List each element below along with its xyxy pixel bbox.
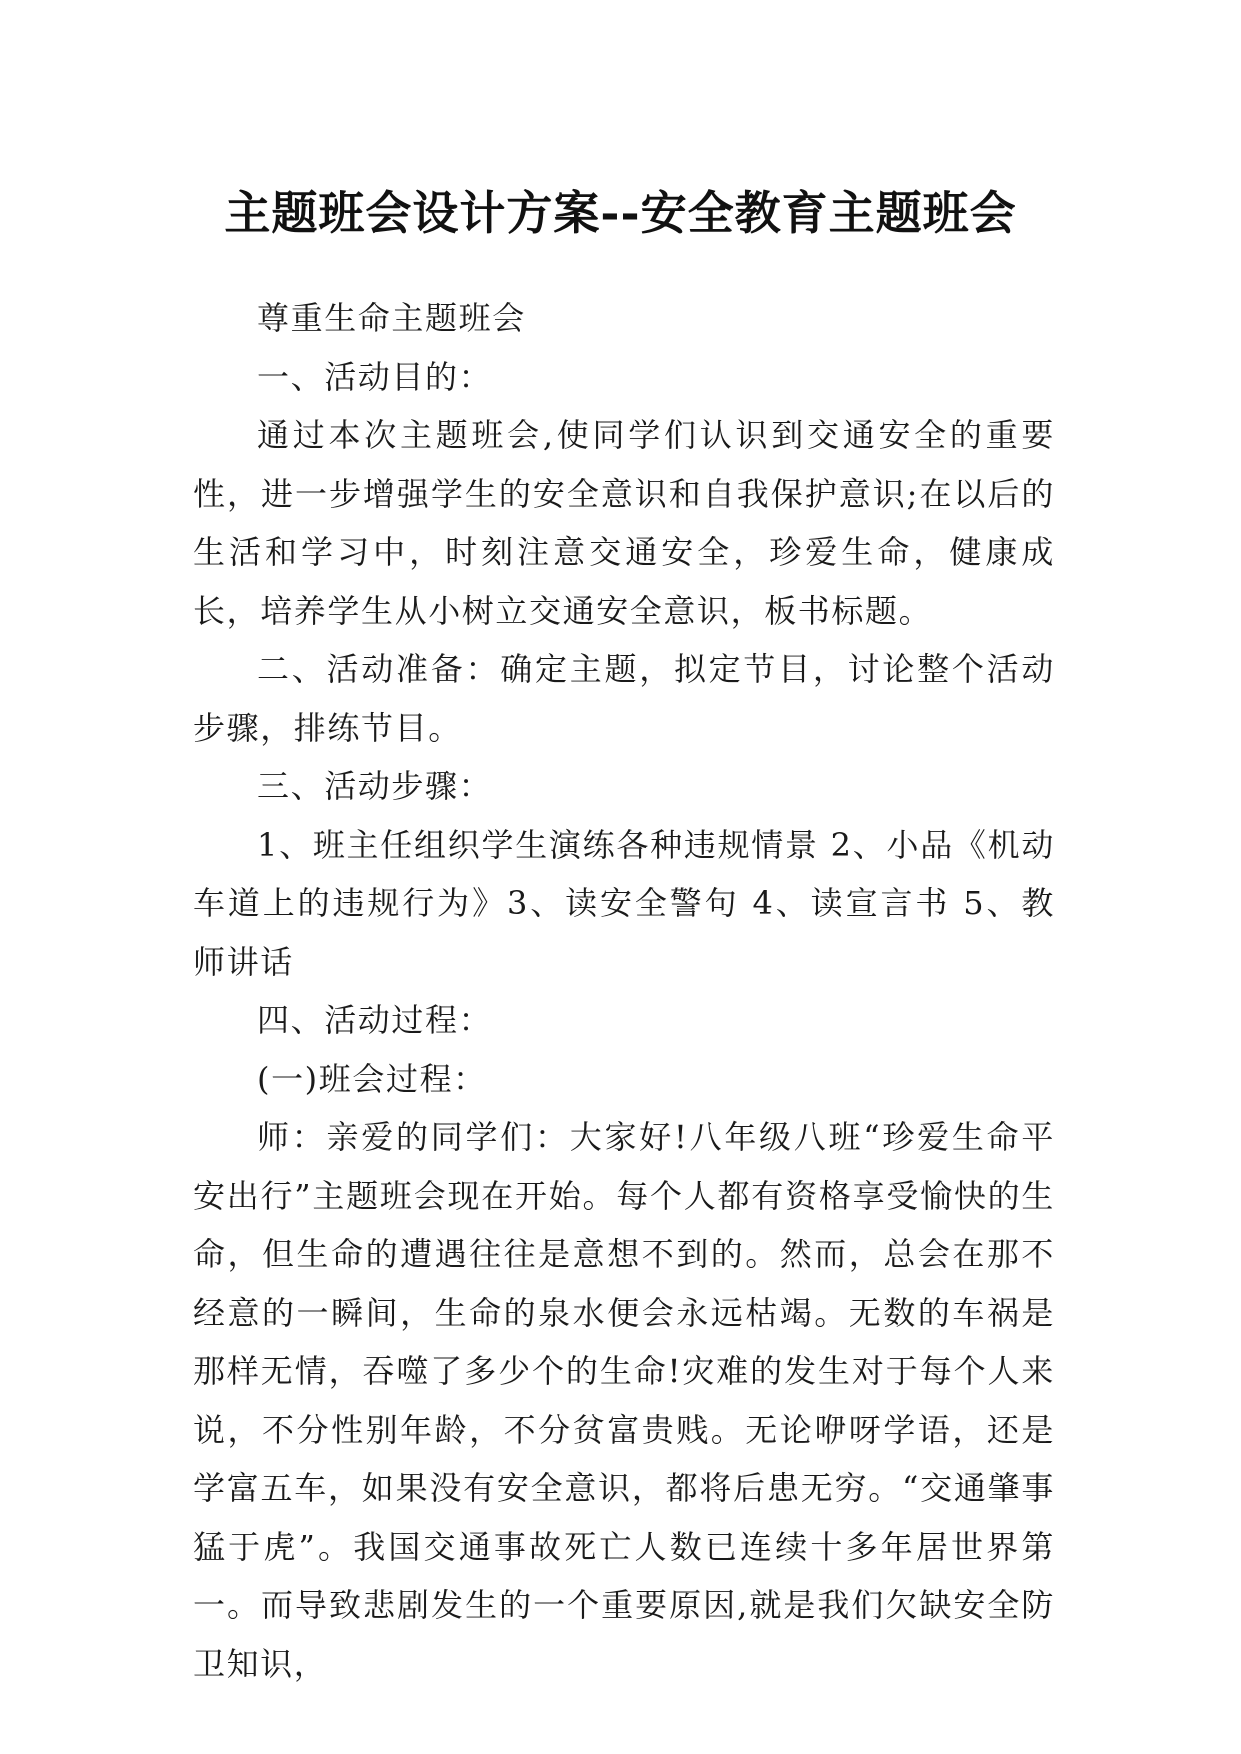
paragraph-subtitle: 尊重生命主题班会 [257, 299, 526, 337]
paragraph-subheading-meeting: (一)班会过程： [257, 1059, 487, 1098]
paragraph-heading-process: 四、活动过程： [257, 1001, 493, 1039]
paragraph-steps: 1、班主任组织学生演练各种违规情景 2、小品《机动车道上的违规行为》3、读安全警句 4、读宣言书 5、教师讲话 [193, 825, 1055, 981]
paragraph-heading-purpose: 一、活动目的： [257, 357, 493, 396]
document-title: 主题班会设计方案--安全教育主题班会 [224, 185, 1017, 240]
paragraph-purpose: 通过本次主题班会,使同学们认识到交通安全的重要性，进一步增强学生的安全意识和自我保护意识;在以后的生活和学习中，时刻注意交通安全，珍爱生命，健康成长，培养学生从小树立交通安全意识，板书标题。 [193, 416, 1055, 630]
document-body [193, 289, 1055, 1693]
paragraph-heading-steps: 三、活动步骤： [257, 767, 493, 805]
paragraph-preparation: 二、活动准备：确定主题，拟定节目，讨论整个活动步骤，排练节目。 [193, 650, 1055, 747]
paragraph-teacher-speech: 师：亲爱的同学们：大家好!八年级八班“珍爱生命平安出行”主题班会现在开始。每个人都有资格享受愉快的生命，但生命的遭遇往往是意想不到的。然而，总会在那不经意的一瞬间，生命的泉水便会永远枯竭。无数的车祸是那样无情，吞噬了多少个的生命!灾难的发生对于每个人来说，不分性别年龄，不分贫富贵贱。无论咿呀学语，还是学富五车，如果没有安全意识，都将后患无穷。“交通肇事猛于虎”。我国交通事故死亡人数已连续十多年居世界第一。而导致悲剧发生的一个重要原因,就是我们欠缺安全防卫知识， [193, 1118, 1055, 1683]
